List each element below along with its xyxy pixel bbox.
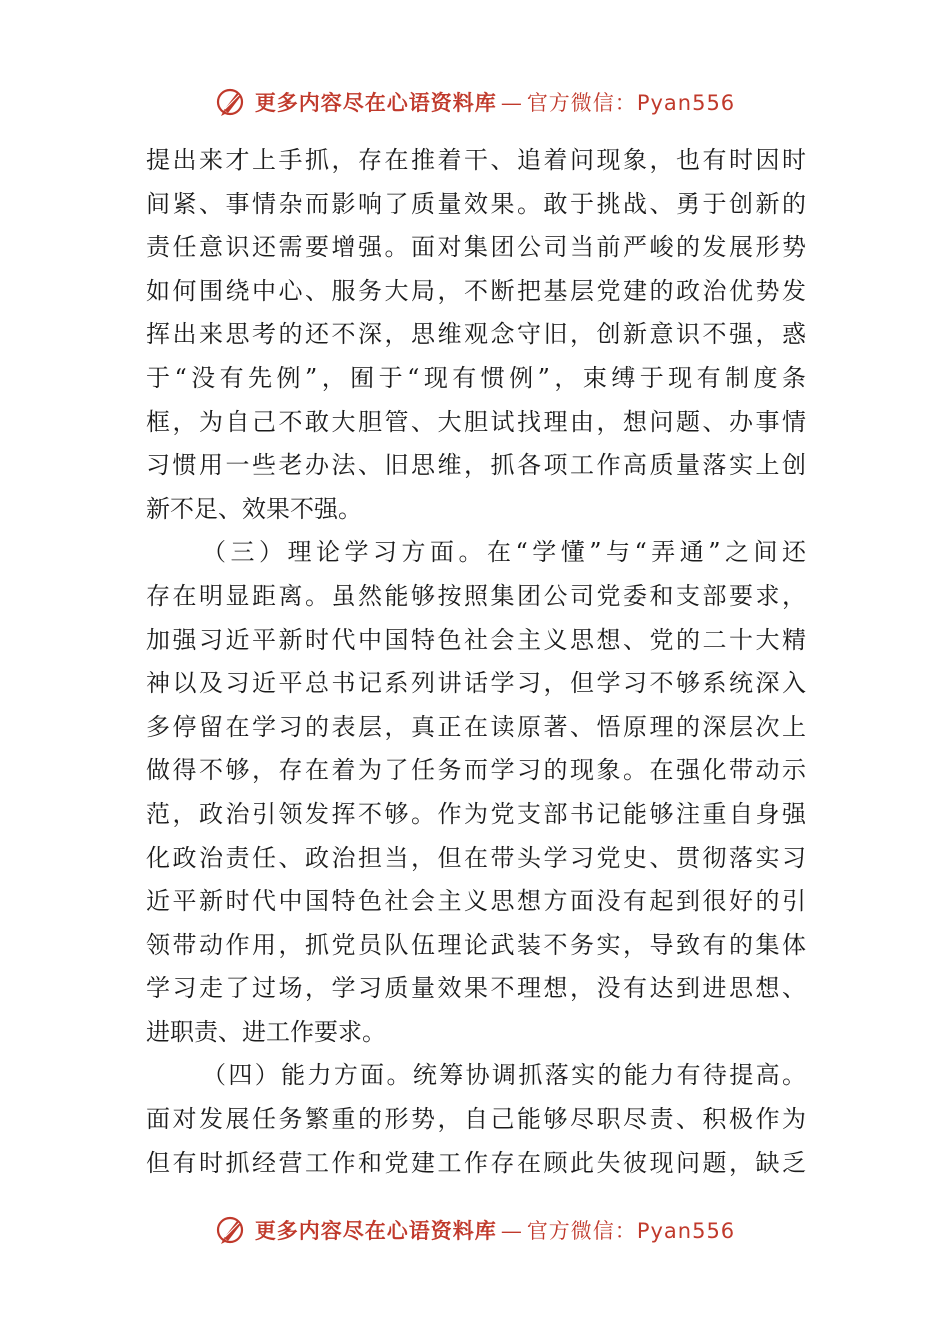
watermark-separator: — xyxy=(500,91,523,115)
text-line: 框，为自己不敢大胆管、大胆试找理由，想问题、办事情 xyxy=(146,407,806,436)
watermark-site: 更多内容尽在心语资料库 xyxy=(254,1218,497,1243)
header-watermark xyxy=(0,82,950,122)
text-line: 习惯用一些老办法、旧思维，抓各项工作高质量落实上创 xyxy=(146,451,806,480)
text-line: 领带动作用，抓党员队伍理论武装不务实，导致有的集体 xyxy=(146,930,806,959)
watermark-text xyxy=(255,87,735,117)
text-line: 间紧、事情杂而影响了质量效果。敢于挑战、勇于创新的 xyxy=(146,189,806,218)
text-line: 但有时抓经营工作和党建工作存在顾此失彼现问题，缺乏 xyxy=(146,1148,806,1177)
text-line: 化政治责任、政治担当，但在带头学习党史、贯彻落实习 xyxy=(146,843,806,872)
text-line: 责任意识还需要增强。面对集团公司当前严峻的发展形势 xyxy=(146,233,806,262)
text-line: 多停留在学习的表层，真正在读原著、悟原理的深层次上 xyxy=(146,712,806,741)
text-line: 学习走了过场，学习质量效果不理想，没有达到进思想、 xyxy=(146,974,806,1003)
footer-watermark xyxy=(0,1210,950,1250)
text-line: 面对发展任务繁重的形势，自己能够尽职尽责、积极作为 xyxy=(146,1105,806,1134)
document-body xyxy=(146,139,806,1185)
watermark-site: 更多内容尽在心语资料库 xyxy=(254,90,497,115)
text-line: 进职责、进工作要求。 xyxy=(146,1017,386,1046)
text-line: （四）能力方面。统筹协调抓落实的能力有待提高。 xyxy=(202,1061,806,1090)
watermark-separator: — xyxy=(500,1219,523,1243)
text-line: 如何围绕中心、服务大局，不断把基层党建的政治优势发 xyxy=(146,276,806,305)
pen-nib-seal-icon xyxy=(215,85,249,119)
pen-nib-seal-icon xyxy=(215,1213,249,1247)
text-line: 新不足、效果不强。 xyxy=(146,494,362,523)
watermark-text xyxy=(255,1215,735,1245)
text-line: 近平新时代中国特色社会主义思想方面没有起到很好的引 xyxy=(146,887,806,916)
watermark-wechat-label: 官方微信： xyxy=(526,91,637,115)
text-line: 存在明显距离。虽然能够按照集团公司党委和支部要求， xyxy=(146,581,806,610)
watermark-wechat-id: Pyan556 xyxy=(636,91,736,115)
text-line: 挥出来思考的还不深，思维观念守旧，创新意识不强，惑 xyxy=(146,320,806,349)
text-line: 提出来才上手抓，存在推着干、追着问现象，也有时因时 xyxy=(146,146,806,174)
text-line: （三）理论学习方面。在“学懂”与“弄通”之间还 xyxy=(202,538,806,567)
text-line: 加强习近平新时代中国特色社会主义思想、党的二十大精 xyxy=(146,625,806,654)
watermark-wechat-id: Pyan556 xyxy=(636,1219,736,1243)
watermark-wechat-label: 官方微信： xyxy=(526,1219,637,1243)
text-line: 神以及习近平总书记系列讲话学习，但学习不够系统深入 xyxy=(146,669,806,698)
text-line: 范，政治引领发挥不够。作为党支部书记能够注重自身强 xyxy=(146,799,806,828)
text-line: 于“没有先例”，囿于“现有惯例”，束缚于现有制度条 xyxy=(146,363,806,392)
text-line: 做得不够，存在着为了任务而学习的现象。在强化带动示 xyxy=(146,756,806,785)
